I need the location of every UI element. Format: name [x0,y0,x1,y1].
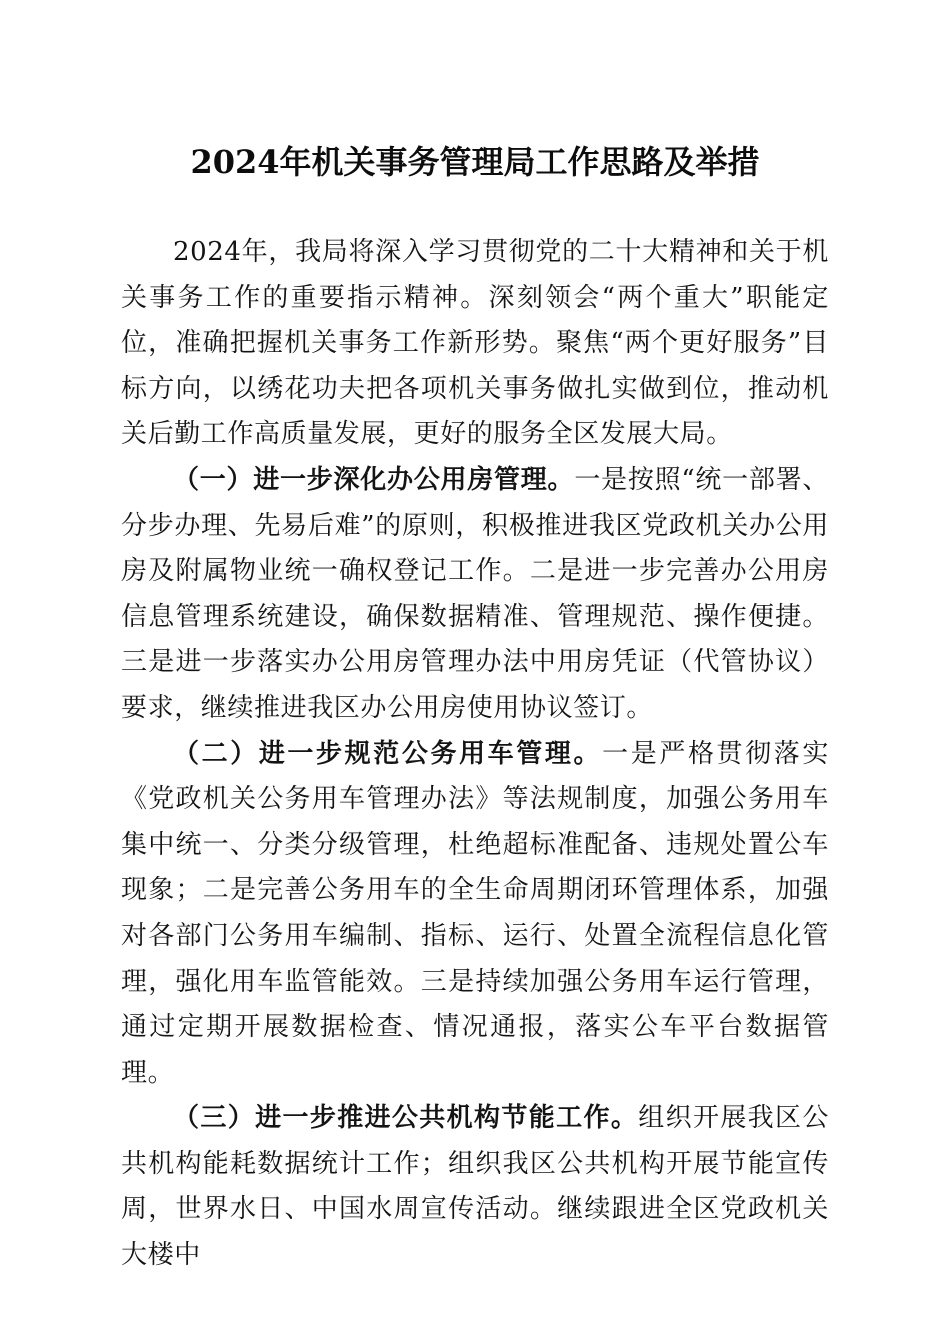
section-text-office-space: 一是按照“统一部署、分步办理、先易后难”的原则，积极推进我区党政机关办公用房及附属物业统一确权登记工作。二是进一步完善办公用房信息管理系统建设，确保数据精准、管理规范、操作便捷。三是进一步落实办公用房管理办法中用房凭证（代管协议）要求，继续推进我区办公用房使用协议签订。 [121,464,829,723]
intro-paragraph: 2024年，我局将深入学习贯彻党的二十大精神和关于机关事务工作的重要指示精神。深刻领会“两个重大”职能定位，准确把握机关事务工作新形势。聚焦“两个更好服务”目标方向，以绣花功夫把各项机关事务做扎实做到位，推动机关后勤工作高质量发展，更好的服务全区发展大局。 [121,237,829,450]
section-paragraph-office-space [121,458,829,732]
section-heading-official-vehicles: （二）进一步规范公务用车管理。 [173,738,603,769]
section-heading-office-space: （一）进一步深化办公用房管理。 [173,464,575,495]
section-text-energy-saving: 组织开展我区公共机构能耗数据统计工作；组织我区公共机构开展节能宣传周，世界水日、中国水周宣传活动。继续跟进全区党政机关大楼中 [121,1103,830,1271]
section-heading-energy-saving: （三）进一步推进公共机构节能工作。 [173,1103,639,1134]
document-body [121,230,829,1279]
section-text-official-vehicles: 一是严格贯彻落实《党政机关公务用车管理办法》等法规制度，加强公务用车集中统一、分类分级管理，杜绝超标准配备、违规处置公车现象；二是完善公务用车的全生命周期闭环管理体系，加强对各部门公务用车编制、指标、运行、处置全流程信息化管理，强化用车监管能效。三是持续加强公务用车运行管理，通过定期开展数据检查、情况通报，落实公车平台数据管理。 [121,738,829,1088]
section-paragraph-official-vehicles [121,732,829,1097]
document-title: 2024年机关事务管理局工作思路及举措 [190,143,760,181]
section-paragraph-energy-saving [121,1096,829,1278]
